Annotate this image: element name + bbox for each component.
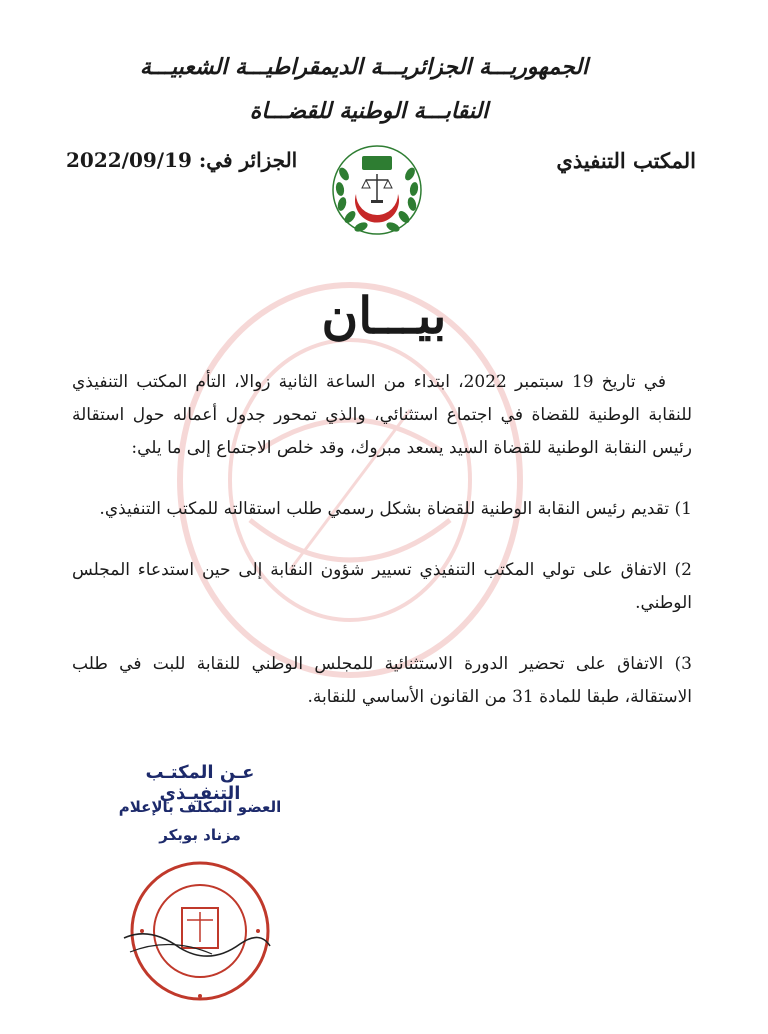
decision-item-2: 2) الاتفاق على تولي المكتب التنفيذي تسيير شؤون النقابة إلى حين استدعاء المجلس الوطني.: [72, 560, 692, 613]
statement-title: بيـــان: [321, 286, 447, 345]
union-stamp-icon: [120, 856, 272, 1006]
date-line: [66, 148, 297, 172]
union-heading: النقابـــة الوطنية للقضـــاة: [249, 98, 489, 124]
signature-name: مزناد بوبكر: [159, 826, 241, 844]
decision-item-1: 1) تقديم رئيس النقابة الوطنية للقضاة بشكل رسمي طلب استقالته للمكتب التنفيذي.: [99, 499, 692, 519]
intro-paragraph: في تاريخ 19 سبتمبر 2022، ابتداء من الساعة الثانية زوالا، التأم المكتب التنفيذي للنقابة الوطنية للقضاة في اجتماع استثنائي، والذي تمحور جدول أعماله حول استقالة رئيس النقابة الوطنية للقضاة السيد يسعد مبروك، وقد خلص الاجتماع إلى ما يلي:: [72, 372, 692, 458]
date-value: 2022/09/19: [66, 148, 192, 172]
office-label: المكتب التنفيذي: [556, 148, 696, 173]
decision-item-3: 3) الاتفاق على تحضير الدورة الاستثنائية للمجلس الوطني للنقابة للبت في طلب الاستقالة، طبقا للمادة 31 من القانون الأساسي للنقابة.: [72, 654, 692, 707]
signature-role: العضو المكلف بالإعلام: [118, 798, 282, 816]
statement-body: [72, 366, 692, 714]
date-label: الجزائر في:: [198, 148, 298, 172]
signature-on-behalf: عـن المكتـب التنفيـذي: [145, 762, 255, 804]
union-emblem-icon: [330, 134, 424, 240]
republic-heading: الجمهوريـــة الجزائريـــة الديمقراطيـــة الشعبيـــة: [139, 54, 589, 80]
